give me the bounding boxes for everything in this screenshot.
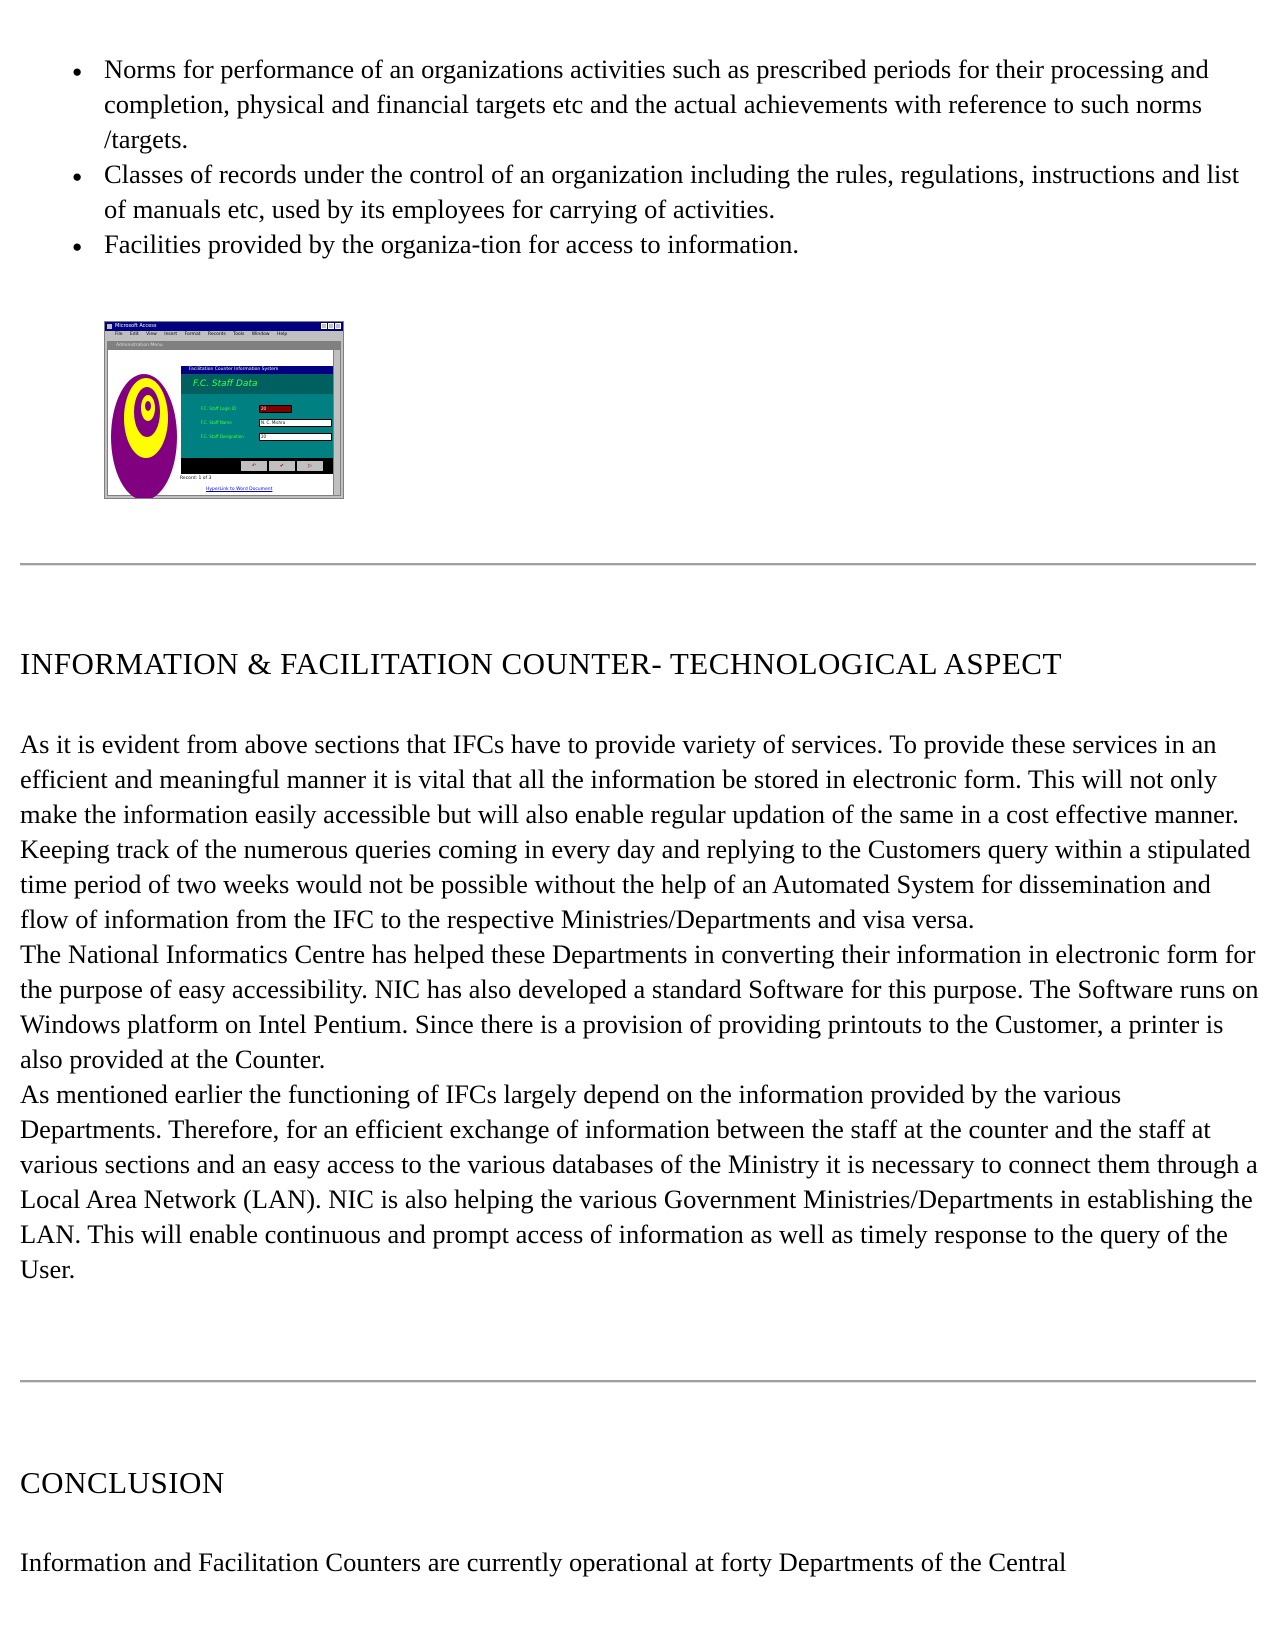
screenshot-titlebar xyxy=(105,322,343,331)
paragraph: As it is evident from above sections that IFCs have to provide variety of services. To provide these services in an efficient and meaningful manner it is vital that all the information be stored in electronic form. This will not only make the information easily accessible but will also enable regular updation of the same in a cost effective manner. Keeping track of the numerous queries coming in every day and replying to the Customers query within a stipulated time period of two weeks would not be possible without the help of an Automated System for dissemination and flow of information from the IFC to the respective Ministries/Departments and visa versa. xyxy=(20,729,1251,934)
field-value: N. C. Mishra xyxy=(259,419,332,427)
screenshot-inner-window xyxy=(107,341,341,496)
menu-item: Window xyxy=(251,332,270,337)
horizontal-rule xyxy=(20,1380,1256,1383)
section-heading: CONCLUSION xyxy=(20,1465,225,1500)
bullet-item: ● Classes of records under the control of an organization including the rules, regulations, instructions and list of manuals etc, used by its employees for carrying of activities. xyxy=(72,157,1242,227)
maximize-icon xyxy=(328,323,334,329)
field-value: 20 xyxy=(259,433,332,441)
software-screenshot xyxy=(104,321,344,499)
exit-icon: ▷ xyxy=(297,461,323,471)
menu-item: Insert xyxy=(164,332,178,337)
section-body xyxy=(20,1545,1265,1580)
screenshot-menubar xyxy=(105,331,343,339)
section-heading: INFORMATION & FACILITATION COUNTER- TECHNOLOGICAL ASPECT xyxy=(20,646,1062,681)
inner-window-title: Administration Menu xyxy=(108,342,340,350)
form-button-bar xyxy=(181,458,336,474)
section-body xyxy=(20,727,1265,1287)
undo-icon: ↶ xyxy=(241,461,267,471)
form-title: Facilitation Counter Information System xyxy=(181,366,336,374)
screenshot-window-title: Microsoft Access xyxy=(115,323,157,329)
form-heading: F.C. Staff Data xyxy=(181,374,336,394)
menu-item: Help xyxy=(276,332,288,337)
bullet-item: ● Facilities provided by the organiza-tion for access to information. xyxy=(72,227,1242,262)
menu-item: Tools xyxy=(233,332,245,337)
field-value: 20 xyxy=(259,405,292,413)
bullet-item: ● Norms for performance of an organizations activities such as prescribed periods for their processing and completion, physical and financial targets etc and the actual achievements with reference to such norms /targets. xyxy=(72,52,1242,157)
menu-item: Records xyxy=(207,332,226,337)
horizontal-rule xyxy=(20,563,1256,566)
save-icon: ✔ xyxy=(269,461,295,471)
minimize-icon xyxy=(321,323,327,329)
menu-item: File xyxy=(115,332,123,337)
record-navigator: Record: 1 of 3 xyxy=(180,476,212,481)
menu-item: Format xyxy=(184,332,201,337)
access-app-icon xyxy=(107,324,112,329)
screenshot-scrollbar xyxy=(333,350,340,495)
organization-logo xyxy=(110,372,178,499)
menu-item: View xyxy=(146,332,157,337)
staff-data-form xyxy=(180,365,337,475)
field-label: F.C. Staff Login ID xyxy=(201,406,237,411)
menu-item: Edit xyxy=(129,332,139,337)
field-label: F.C. Staff Name xyxy=(201,420,232,425)
field-label: F.C. Staff Designation xyxy=(201,434,244,439)
close-icon xyxy=(335,323,341,329)
bullet-list xyxy=(72,52,1242,262)
paragraph: Information and Facilitation Counters are currently operational at forty Departments of the Central xyxy=(20,1547,1067,1577)
paragraph: The National Informatics Centre has helped these Departments in converting their information in electronic form for the purpose of easy accessibility. NIC has also developed a standard Software for this purpose. The Software runs on Windows platform on Intel Pentium. Since there is a provision of providing printouts to the Customer, a printer is also provided at the Counter. xyxy=(20,939,1259,1074)
paragraph: As mentioned earlier the functioning of IFCs largely depend on the information provided by the various Departments. Therefore, for an efficient exchange of information between the staff at the counter and the staff at various sections and an easy access to the various databases of the Ministry it is necessary to connect them through a Local Area Network (LAN). NIC is also helping the various Government Ministries/Departments in establishing the LAN. This will enable continuous and prompt access of information as well as timely response to the query of the User. xyxy=(20,1079,1258,1284)
hyperlink-text: HyperLink to Word Document xyxy=(206,487,273,492)
